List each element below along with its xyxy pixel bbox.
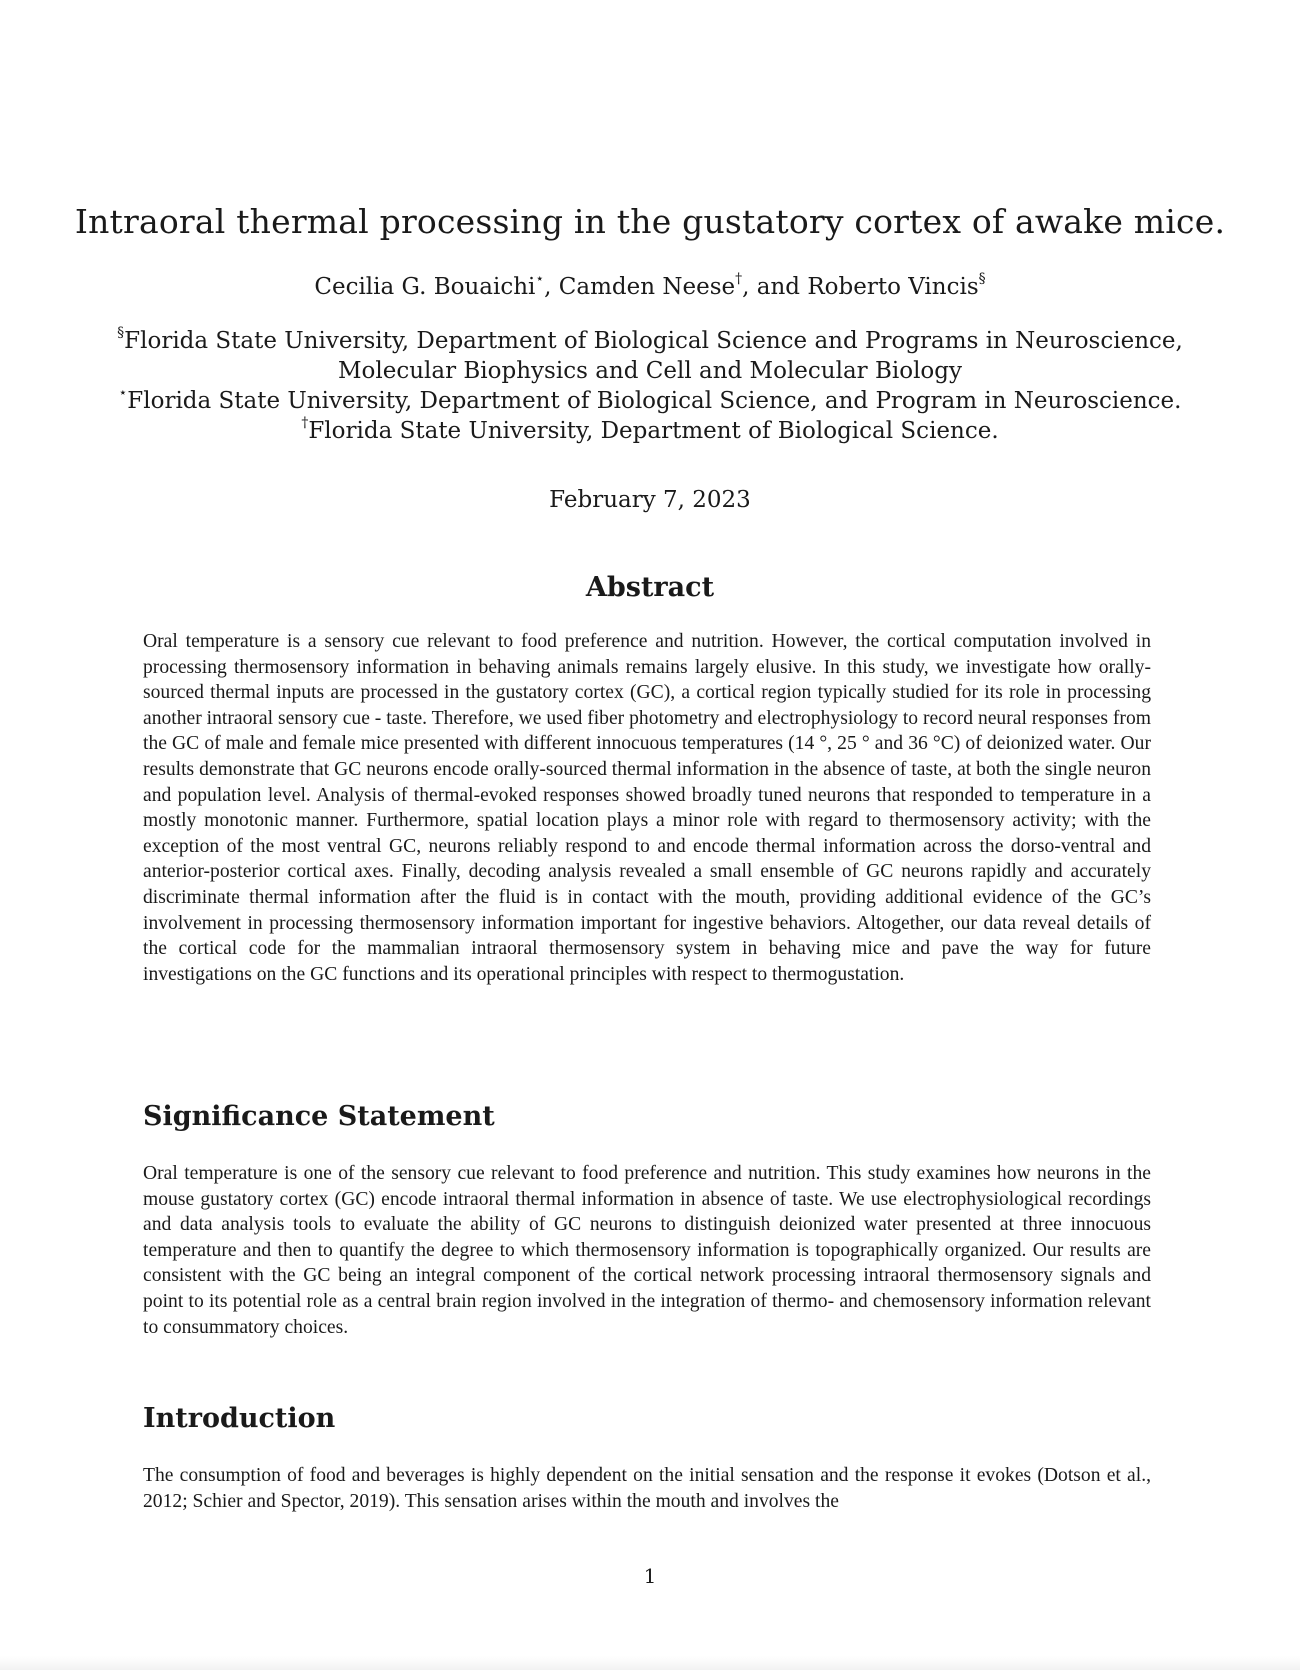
introduction-heading: Introduction [143,1403,336,1434]
significance-heading: Significance Statement [143,1101,495,1132]
abstract-heading: Abstract [585,572,715,603]
affiliation-mark: § [117,325,125,342]
affiliation-mark: † [301,415,309,432]
author-name: Roberto Vincis [807,274,979,300]
author-separator: , [544,274,559,300]
affiliation-mark: ⋆ [118,385,128,402]
affiliation-text: Florida State University, Department of Biological Science, and Program in Neuroscience. [127,388,1182,414]
affiliation-line [0,326,1300,356]
author-list [0,271,1300,300]
affiliation-text: Florida State University, Department of Biological Science. [308,418,999,444]
significance-text: Oral temperature is one of the sensory cue relevant to food preference and nutrition. This study examines how neurons in the mouse gustatory cortex (GC) encode intraoral thermal information in absence of taste. We use electrophysiological recordings and data analysis tools to evaluate the ability of GC neurons to distinguish deionized water presented at three innocuous temperature and then to quantify the degree to which thermosensory information is topographically organized. Our results are consistent with the GC being an integral component of the cortical network processing intraoral thermosensory signals and point to its potential role as a central brain region involved in the integration of thermo- and chemosensory information relevant to consummatory choices. [143,1163,1151,1338]
affiliation-list [0,326,1300,446]
affiliation-text: Florida State University, Department of Biological Science and Programs in Neuroscience, [124,328,1183,354]
author-mark: § [978,271,986,288]
author-mark: † [735,271,743,288]
paper-title: Intraoral thermal processing in the gustatory cortex of awake mice. [74,202,1226,241]
paper-date: February 7, 2023 [549,487,751,513]
author-name: Cecilia G. Bouaichi [314,274,536,300]
page-number: 1 [643,1564,657,1588]
author-separator: , and [742,274,808,300]
author-mark: ⋆ [535,271,545,288]
affiliation-line [0,416,1300,446]
affiliation-line [0,356,1300,386]
affiliation-text: Molecular Biophysics and Cell and Molecular Biology [337,358,963,384]
viewer-bottom-edge [0,1656,1300,1670]
abstract-text: Oral temperature is a sensory cue relevant to food preference and nutrition. However, the cortical computation involved in processing thermosensory information in behaving animals remains largely elusive. In this study, we investigate how orally-sourced thermal inputs are processed in the gustatory cortex (GC), a cortical region typically studied for its role in processing another intraoral sensory cue - taste. Therefore, we used fiber photometry and electrophysiology to record neural responses from the GC of male and female mice presented with different innocuous temperatures (14 °, 25 ° and 36 °C) of deionized water. Our results demonstrate that GC neurons encode orally-sourced thermal information in the absence of taste, at both the single neuron and population level. Analysis of thermal-evoked responses showed broadly tuned neurons that responded to temperature in a mostly monotonic manner. Furthermore, spatial location plays a minor role with regard to thermosensory activity; with the exception of the most ventral GC, neurons reliably respond to and encode thermal information across the dorso-ventral and anterior-posterior cortical axes. Finally, decoding analysis revealed a small ensemble of GC neurons rapidly and accurately discriminate thermal information after the fluid is in contact with the mouth, providing additional evidence of the GC’s involvement in processing thermosensory information important for ingestive behaviors. Altogether, our data reveal details of the cortical code for the mammalian intraoral thermosensory system in behaving mice and pave the way for future investigations on the GC functions and its operational principles with respect to thermogustation. [143,631,1151,985]
introduction-text: The consumption of food and beverages is highly dependent on the initial sensation and the response it evokes (Dotson et al., 2012; Schier and Spector, 2019). This sensation arises within the mouth and involves the [143,1465,1151,1512]
affiliation-line [0,386,1300,416]
author-name: Camden Neese [558,274,736,300]
